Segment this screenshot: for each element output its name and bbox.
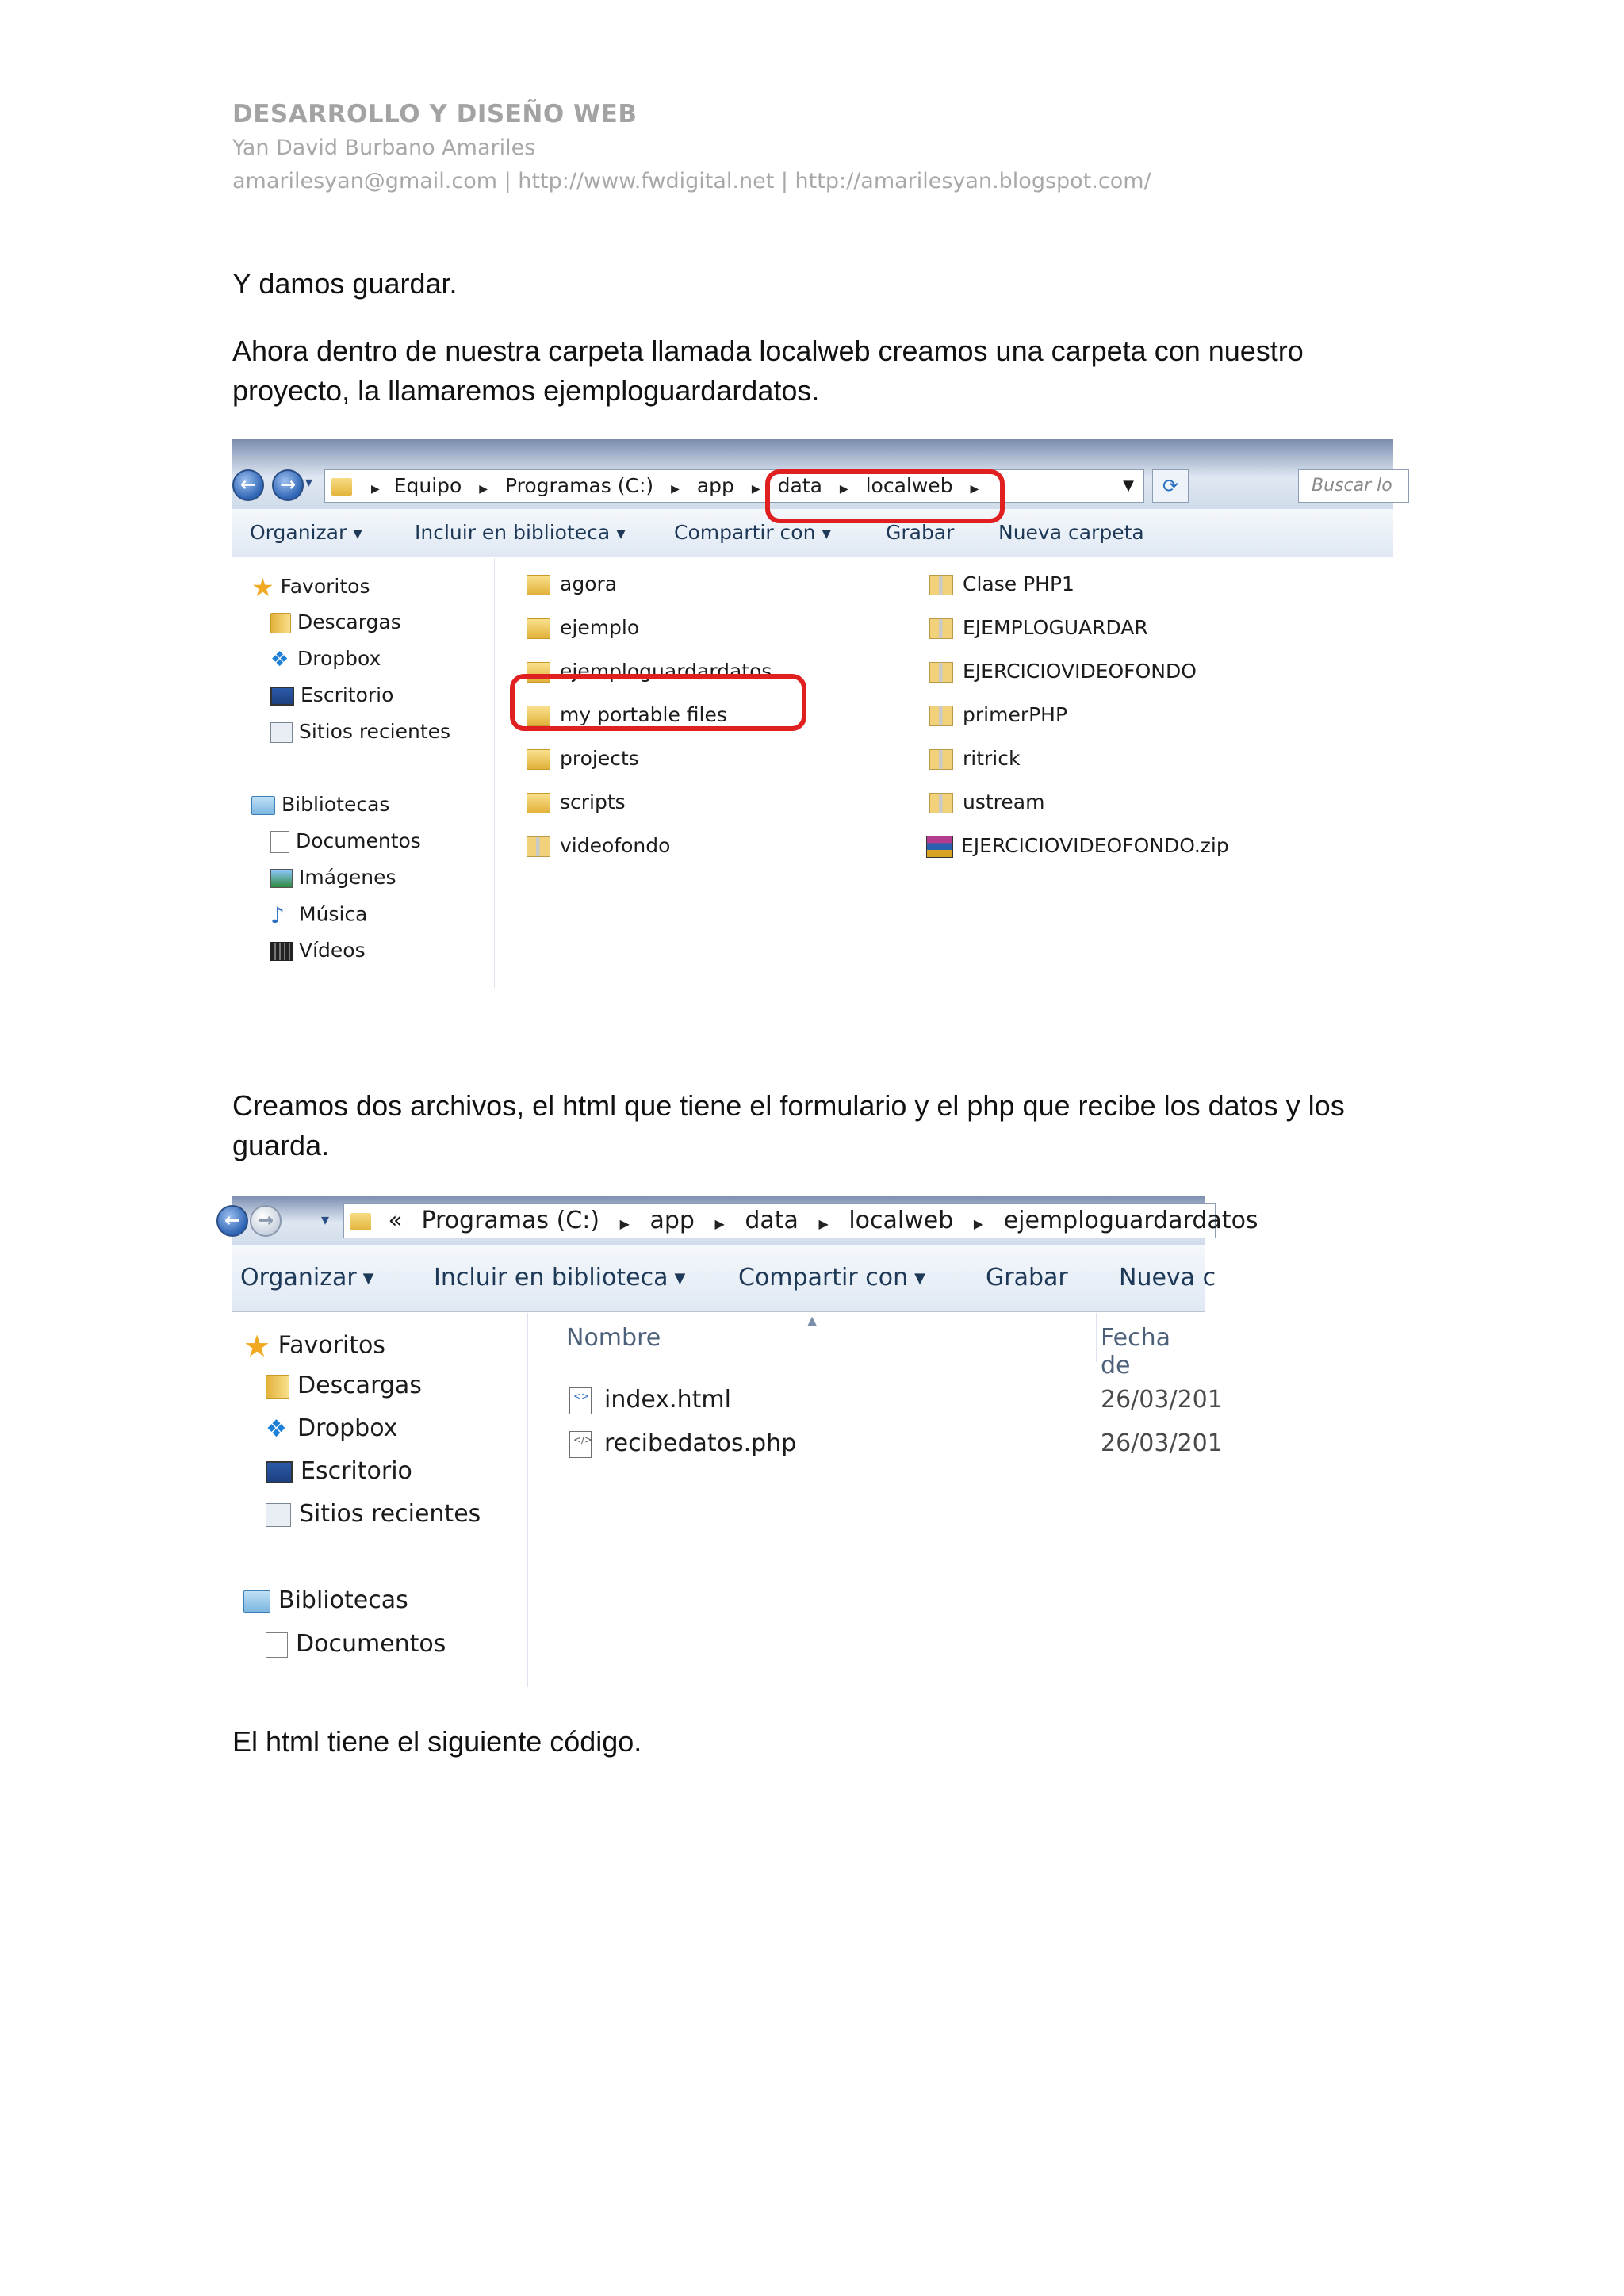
nav-favorites-label: Favoritos — [278, 1331, 386, 1360]
file-name: index.html — [604, 1386, 731, 1414]
breadcrumb[interactable] — [343, 1203, 1258, 1238]
nav-desktop-label: Escritorio — [301, 683, 394, 706]
dropbox-icon: ❖ — [266, 1415, 287, 1443]
breadcrumb-ejemploguardardatos[interactable]: ejemploguardardatos — [1003, 1207, 1258, 1234]
php-file-icon — [569, 1431, 592, 1458]
nav-documents[interactable] — [266, 1630, 446, 1658]
back-arrow-icon[interactable]: ← — [216, 1205, 248, 1237]
nav-dropbox-label: Dropbox — [297, 1414, 398, 1442]
nav-recent[interactable] — [270, 720, 450, 743]
address-bar-area — [224, 1196, 1258, 1246]
navigation-pane — [232, 1313, 528, 1687]
list-item[interactable] — [929, 616, 1148, 639]
desktop-icon — [266, 1461, 293, 1483]
nav-dropbox-label: Dropbox — [297, 647, 381, 670]
nav-favorites-label: Favoritos — [280, 575, 370, 598]
chevron-down-icon: ▼ — [674, 1269, 686, 1287]
explorer-screenshot-ejemploguardardatos — [224, 1196, 1258, 1687]
author-contact: amarilesyan@gmail.com | http://www.fwdigital.net | http://amarilesyan.blogspot.com/ — [232, 169, 1151, 193]
chevron-down-icon: ▼ — [914, 1269, 925, 1287]
nav-downloads[interactable] — [266, 1372, 422, 1399]
breadcrumb-separator-icon: ▶ — [671, 483, 680, 496]
page-header — [232, 97, 1151, 198]
column-divider — [1096, 1313, 1097, 1362]
folder-icon — [331, 478, 352, 496]
nav-music-label: Música — [299, 902, 368, 926]
star-icon: ★ — [243, 1329, 271, 1364]
column-header-date[interactable]: Fecha de — [1101, 1324, 1170, 1380]
nav-downloads-label: Descargas — [297, 610, 401, 633]
nav-libraries[interactable] — [251, 793, 389, 816]
list-item[interactable] — [929, 747, 1020, 770]
item-label: EJERCICIOVIDEOFONDO.zip — [961, 834, 1229, 857]
breadcrumb-overflow[interactable]: « — [388, 1207, 403, 1234]
author-name: Yan David Burbano Amariles — [232, 136, 536, 160]
organize-label: Organizar — [250, 521, 347, 544]
file-list — [495, 558, 1393, 988]
nav-documents[interactable] — [270, 829, 421, 853]
search-input[interactable]: Buscar lo — [1298, 469, 1409, 503]
breadcrumb-separator-icon: ▶ — [839, 483, 848, 496]
item-label: ritrick — [963, 747, 1021, 770]
breadcrumb-localweb[interactable]: localweb — [848, 1207, 954, 1234]
file-date: 26/03/201 — [1101, 1429, 1223, 1457]
folder-icon — [929, 618, 953, 639]
nav-dropbox[interactable] — [266, 1414, 397, 1443]
item-label: Clase PHP1 — [963, 572, 1074, 595]
list-item[interactable] — [527, 747, 639, 770]
organize-button[interactable] — [250, 509, 362, 557]
nav-libraries[interactable] — [243, 1586, 408, 1614]
breadcrumb-equipo[interactable]: Equipo — [393, 474, 462, 497]
nav-desktop[interactable] — [270, 683, 393, 706]
refresh-icon[interactable]: ⟳ — [1152, 469, 1189, 503]
sort-ascending-icon: ▲ — [807, 1313, 818, 1328]
folder-icon — [929, 662, 953, 683]
downloads-folder-icon — [266, 1375, 289, 1399]
nav-downloads-label: Descargas — [297, 1372, 422, 1399]
item-label: videofondo — [560, 834, 671, 857]
list-item[interactable] — [929, 660, 1197, 683]
star-icon: ★ — [251, 572, 274, 603]
table-row[interactable] — [569, 1386, 731, 1414]
column-header-name[interactable]: Nombre — [566, 1324, 661, 1352]
chevron-down-icon: ▼ — [362, 1269, 374, 1287]
breadcrumb-app[interactable]: app — [649, 1207, 695, 1234]
folder-icon — [929, 749, 953, 770]
item-label: agora — [560, 572, 618, 595]
folder-icon — [527, 618, 550, 639]
forward-arrow-icon[interactable]: → — [272, 469, 304, 501]
chevron-down-icon: ▼ — [822, 526, 831, 541]
nav-documents-label: Documentos — [296, 1630, 446, 1658]
back-arrow-icon[interactable]: ← — [232, 469, 264, 501]
html-file-glyph: <> — [573, 1390, 590, 1402]
folder-icon — [350, 1213, 371, 1230]
folder-icon — [527, 575, 550, 595]
list-item[interactable] — [926, 834, 1229, 858]
breadcrumb-localweb[interactable]: localweb — [865, 474, 953, 497]
list-item[interactable] — [527, 790, 626, 813]
nav-recent-label: Sitios recientes — [299, 720, 451, 743]
paragraph-create-folder: Ahora dentro de nuestra carpeta llamada localweb creamos una carpeta con nuestro proyecto, la llamaremos ejemploguardardatos. — [232, 335, 1304, 407]
command-toolbar — [232, 1245, 1216, 1312]
documents-icon — [266, 1632, 288, 1658]
item-label: EJEMPLOGUARDAR — [963, 616, 1148, 639]
nav-favorites[interactable] — [243, 1329, 385, 1364]
document-title: DESARROLLO Y DISEÑO WEB — [232, 100, 638, 128]
include-library-label: Incluir en biblioteca — [434, 1264, 668, 1292]
nav-desktop-label: Escritorio — [301, 1457, 412, 1485]
breadcrumb-separator-icon: ▶ — [714, 1216, 725, 1231]
breadcrumb-data[interactable]: data — [745, 1207, 799, 1234]
address-highlight — [765, 469, 1005, 523]
nav-downloads[interactable] — [270, 610, 401, 633]
documents-icon — [270, 831, 289, 853]
item-label: primerPHP — [963, 703, 1068, 726]
breadcrumb-programas[interactable]: Programas (C:) — [421, 1207, 600, 1234]
burn-button[interactable]: Grabar — [886, 521, 955, 544]
libraries-icon — [251, 796, 275, 815]
videos-icon — [270, 942, 293, 961]
list-item[interactable] — [929, 790, 1044, 813]
breadcrumb-separator-icon: ▶ — [751, 483, 760, 496]
list-item[interactable] — [527, 572, 617, 595]
nav-images[interactable] — [270, 866, 396, 889]
recent-places-icon — [270, 722, 293, 743]
organize-label: Organizar — [240, 1264, 357, 1292]
nav-music[interactable] — [270, 902, 367, 928]
nav-favorites[interactable] — [251, 572, 370, 603]
chevron-down-icon: ▼ — [353, 526, 362, 541]
php-file-glyph: </> — [573, 1433, 593, 1445]
breadcrumb-separator-icon: ▶ — [818, 1216, 829, 1231]
navigation-pane — [232, 558, 495, 988]
item-label: ustream — [963, 790, 1045, 813]
new-folder-button[interactable]: Nueva c — [1119, 1264, 1216, 1292]
nav-dropbox[interactable] — [270, 647, 381, 672]
list-item[interactable] — [527, 834, 670, 857]
new-folder-button[interactable]: Nueva carpeta — [998, 521, 1144, 544]
winrar-archive-icon — [926, 836, 953, 858]
organize-button[interactable] — [240, 1245, 374, 1312]
folder-icon — [527, 836, 550, 857]
breadcrumb-separator-icon: ▶ — [970, 483, 979, 496]
include-library-button[interactable] — [434, 1245, 685, 1312]
breadcrumb[interactable] — [324, 469, 1144, 503]
item-label: my portable files — [560, 703, 727, 726]
nav-recent[interactable] — [266, 1500, 481, 1528]
desktop-icon — [270, 687, 294, 706]
paragraph-save: Y damos guardar. — [232, 267, 458, 300]
breadcrumb-separator-icon: ▶ — [370, 483, 380, 496]
dropbox-icon: ❖ — [270, 648, 289, 672]
item-label: projects — [560, 747, 639, 770]
folder-icon — [929, 575, 953, 595]
folder-icon — [929, 793, 953, 813]
list-item[interactable] — [527, 616, 639, 639]
item-label: ejemploguardardatos — [560, 660, 772, 683]
item-label: ejemplo — [560, 616, 640, 639]
explorer-screenshot-localweb — [232, 439, 1393, 988]
file-name: recibedatos.php — [604, 1429, 797, 1457]
file-date: 26/03/201 — [1101, 1386, 1223, 1414]
list-item[interactable] — [929, 572, 1074, 595]
nav-libraries-label: Bibliotecas — [278, 1586, 408, 1614]
history-dropdown-icon[interactable]: ▾ — [305, 474, 313, 491]
nav-videos-label: Vídeos — [299, 939, 366, 962]
include-library-label: Incluir en biblioteca — [415, 521, 611, 544]
nav-libraries-label: Bibliotecas — [282, 793, 390, 816]
file-list — [528, 1313, 1223, 1687]
forward-arrow-icon[interactable]: → — [250, 1205, 282, 1237]
nav-documents-label: Documentos — [296, 829, 421, 852]
paragraph-create-files: Creamos dos archivos, el html que tiene el formulario y el php que recibe los datos y los guarda. — [232, 1089, 1345, 1161]
folder-highlight — [510, 674, 806, 731]
share-button[interactable] — [738, 1245, 925, 1312]
share-label: Compartir con — [738, 1264, 909, 1292]
folder-icon — [527, 793, 550, 813]
include-library-button[interactable] — [415, 509, 626, 557]
breadcrumb-app[interactable]: app — [696, 474, 734, 497]
breadcrumb-separator-icon: ▶ — [479, 483, 488, 496]
music-icon: ♪ — [270, 902, 285, 928]
nav-recent-label: Sitios recientes — [299, 1500, 481, 1528]
html-file-icon — [569, 1387, 592, 1414]
history-dropdown-icon[interactable]: ▾ — [321, 1210, 330, 1229]
list-item[interactable] — [929, 703, 1067, 726]
downloads-folder-icon — [270, 613, 291, 633]
item-label: scripts — [560, 790, 626, 813]
images-icon — [270, 869, 293, 888]
address-dropdown-icon[interactable]: ▼ — [1123, 477, 1134, 494]
table-row[interactable] — [569, 1429, 796, 1458]
breadcrumb-data[interactable]: data — [777, 474, 822, 497]
share-label: Compartir con — [674, 521, 816, 544]
folder-icon — [929, 706, 953, 726]
recent-places-icon — [266, 1503, 291, 1527]
breadcrumb-separator-icon: ▶ — [973, 1216, 984, 1231]
breadcrumb-separator-icon: ▶ — [619, 1216, 630, 1231]
nav-videos[interactable] — [270, 939, 366, 962]
nav-images-label: Imágenes — [299, 866, 396, 889]
libraries-icon — [243, 1590, 270, 1613]
nav-desktop[interactable] — [266, 1457, 412, 1485]
chevron-down-icon: ▼ — [616, 526, 626, 541]
folder-icon — [527, 749, 550, 770]
paragraph-html-code: El html tiene el siguiente código. — [232, 1725, 642, 1758]
burn-button[interactable]: Grabar — [986, 1264, 1068, 1292]
item-label: EJERCICIOVIDEOFONDO — [963, 660, 1197, 683]
breadcrumb-programas[interactable]: Programas (C:) — [505, 474, 654, 497]
